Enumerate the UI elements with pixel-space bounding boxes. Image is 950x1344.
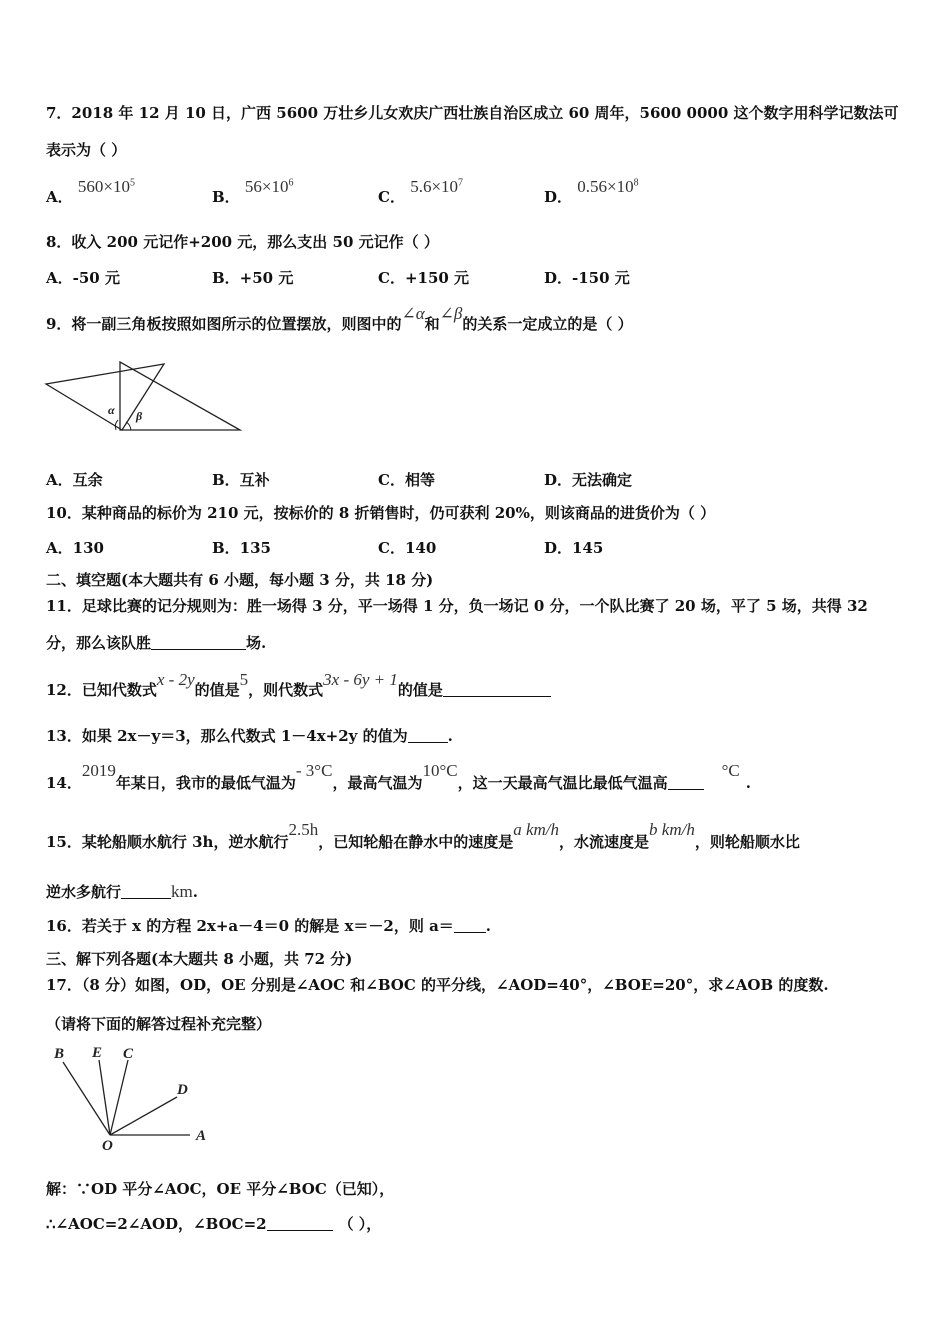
q17-note: （请将下面的解答过程补充完整） (46, 1015, 272, 1033)
q11-answer-blank[interactable] (151, 635, 246, 650)
angle-beta: ∠β (439, 304, 463, 323)
q11-text-cont: 分，那么该队胜 场. (46, 634, 267, 652)
q14-answer-blank[interactable] (668, 775, 704, 790)
q15-time: 2.5h (288, 820, 319, 839)
figure-label-a: A (196, 1128, 207, 1144)
q16-text: 16．若关于 x 的方程 2x+a－4＝0 的解是 x＝－2，则 a＝ . (46, 917, 492, 935)
q10-text: 10．某种商品的标价为 210 元，按标价的 8 折销售时，仍可获利 20%，则该商品的进货价为（ ） (46, 504, 716, 522)
q15-speed-a: a km/h (513, 820, 560, 839)
figure-label-alpha: α (108, 403, 115, 417)
q9-option-c[interactable]: C．相等 (378, 471, 435, 489)
q8-option-b[interactable]: B．+50 元 (212, 269, 294, 287)
q15-text-cont: 逆水多航行 km. (46, 882, 198, 901)
q12-expr2: 3x - 6y + 1 (323, 670, 398, 689)
option-math: $5.6\times 10^7$ (410, 177, 464, 196)
q7-text-cont: 表示为（ ） (46, 141, 127, 159)
q8-option-d[interactable]: D．-150 元 (544, 269, 630, 287)
option-math: $56\times 10^6$ (244, 177, 294, 196)
q17-text: 17．（8 分）如图，OD，OE 分别是∠AOC 和∠BOC 的平分线，∠AOD=40°，∠BOE=20°，求∠AOB 的度数. (46, 976, 829, 994)
figure-label-beta: β (136, 409, 143, 423)
q10-option-d[interactable]: D．145 (544, 539, 604, 557)
figure-label-b: B (54, 1046, 65, 1062)
q14-year: 2019 (81, 761, 116, 780)
q16-answer-blank[interactable] (454, 918, 486, 933)
q8-text: 8．收入 200 元记作+200 元，那么支出 50 元记作（ ） (46, 233, 439, 251)
q10-option-b[interactable]: B．135 (212, 539, 271, 557)
q15-speed-b: b km/h (649, 820, 695, 839)
q12-text: 12．已知代数式x - 2y的值是5，则代数式3x - 6y + 1的值是 (46, 679, 551, 701)
q15-unit: km (171, 882, 193, 901)
q12-expr1: x - 2y (156, 670, 195, 689)
q14-unit: °C (721, 761, 740, 780)
q12-answer-blank[interactable] (443, 682, 551, 697)
q8-option-c[interactable]: C．+150 元 (378, 269, 470, 287)
q7-text: 7．2018 年 12 月 10 日，广西 5600 万壮乡儿女欢庆广西壮族自治区成立 60 周年，5600 0000 这个数字用科学记数法可 (46, 104, 899, 122)
q7-option-b[interactable]: B． $56\times 10^6$ (212, 177, 294, 206)
ray-oe (99, 1060, 110, 1135)
q9-option-a[interactable]: A．互余 (46, 471, 103, 489)
figure-label-o: O (102, 1138, 113, 1152)
q10-option-a[interactable]: A．130 (46, 539, 104, 557)
angle-rays-figure (50, 1040, 220, 1152)
triangle-left (46, 364, 164, 430)
q14-text: 14．2019年某日，我市的最低气温为- 3°C，最高气温为10°C，这一天最高气温比最低气温高°C. (46, 761, 751, 792)
q14-high-temp: 10°C (422, 761, 458, 780)
q13-answer-blank[interactable] (408, 728, 448, 743)
q9-text: 9．将一副三角板按照如图所示的位置摆放，则图中的∠α和∠β的关系一定成立的是（ ） (46, 304, 633, 333)
ray-oc (110, 1060, 128, 1135)
option-math: $0.56\times 10^8$ (577, 177, 639, 196)
figure-label-c: C (123, 1046, 134, 1062)
q15-text: 15．某轮船顺水航行 3h，逆水航行2.5h，已知轮船在静水中的速度是a km/h，水流速度是b km/h，则轮船顺水比 (46, 820, 800, 851)
option-math: $560\times 10^5$ (77, 177, 135, 196)
q7-option-d[interactable]: D． $0.56\times 10^8$ (544, 177, 639, 206)
section-3-heading: 三、解下列各题(本大题共 8 小题，共 72 分) (46, 950, 353, 968)
q17-answer-blank[interactable] (267, 1216, 333, 1231)
angle-alpha: ∠α (401, 304, 425, 323)
q10-option-c[interactable]: C．140 (378, 539, 437, 557)
section-2-heading: 二、填空题(本大题共有 6 小题，每小题 3 分，共 18 分) (46, 571, 434, 589)
q14-low-temp: - 3°C (295, 761, 333, 780)
triangle-set-figure (44, 358, 244, 434)
q9-option-b[interactable]: B．互补 (212, 471, 270, 489)
q15-answer-blank[interactable] (121, 884, 171, 899)
figure-label-d: D (177, 1082, 188, 1098)
q11-text: 11．足球比赛的记分规则为：胜一场得 3 分，平一场得 1 分，负一场记 0 分，一个队比赛了 20 场，平了 5 场，共得 32 (46, 597, 868, 615)
ray-od (110, 1097, 177, 1135)
q12-value: 5 (239, 670, 249, 689)
q9-option-d[interactable]: D．无法确定 (544, 471, 633, 489)
q13-text: 13．如果 2x－y＝3，那么代数式 1－4x+2y 的值为 . (46, 727, 453, 745)
q17-solution-line2: ∴∠AOC=2∠AOD，∠BOC=2 （ ）， (46, 1215, 382, 1233)
q8-option-a[interactable]: A．-50 元 (46, 269, 120, 287)
angle-arc-alpha (115, 420, 118, 430)
figure-label-e: E (92, 1045, 103, 1061)
q7-option-c[interactable]: C． $5.6\times 10^7$ (378, 177, 464, 206)
ray-ob (63, 1062, 110, 1135)
q7-option-a[interactable]: A． $560\times 10^5$ (46, 177, 135, 206)
q17-solution-line1: 解：∵OD 平分∠AOC，OE 平分∠BOC（已知）， (46, 1180, 395, 1198)
